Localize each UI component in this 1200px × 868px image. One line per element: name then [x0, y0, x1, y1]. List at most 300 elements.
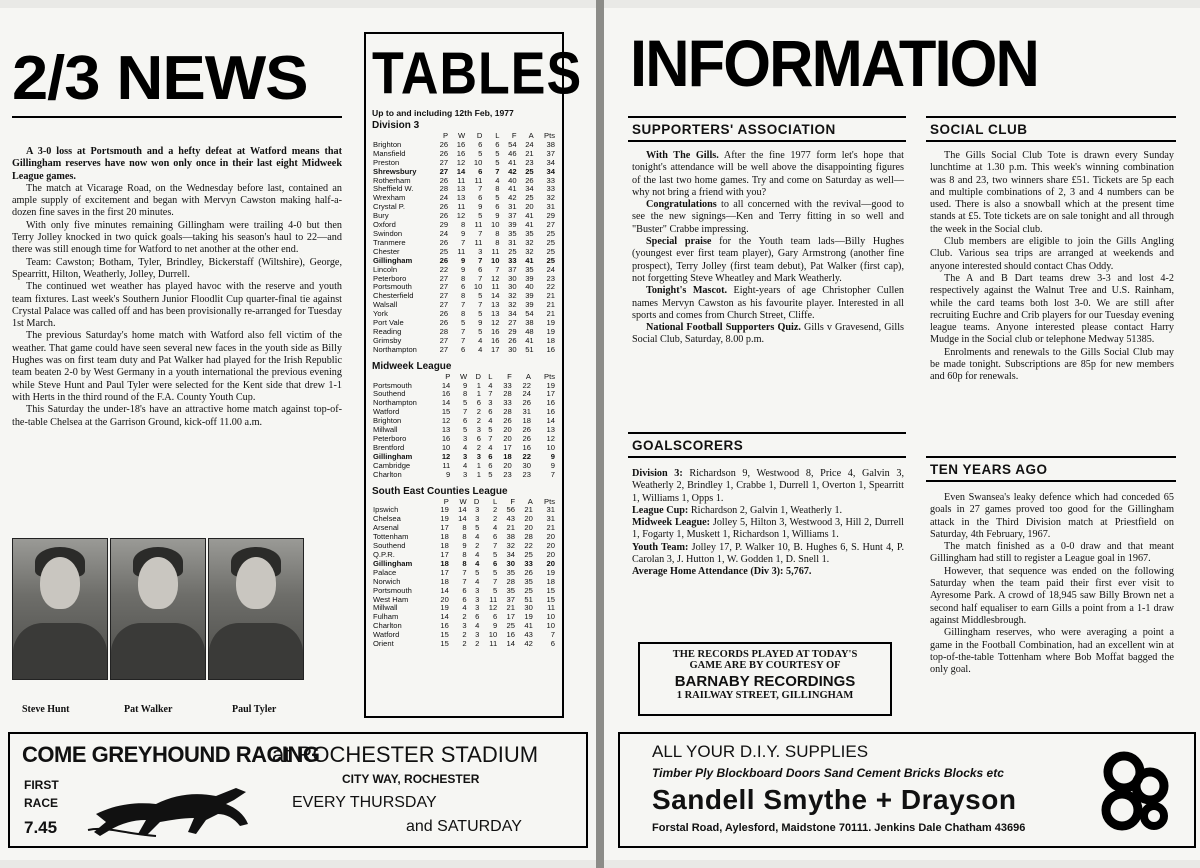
- stat-cell: 5: [475, 523, 480, 533]
- stat-cell: 29: [439, 220, 449, 230]
- stat-cell: 21: [546, 523, 555, 533]
- stat-cell: 32: [525, 237, 534, 247]
- records-name: BARNABY RECORDINGS: [674, 673, 856, 690]
- stat-cell: 1: [476, 469, 481, 479]
- stat-cell: 11: [491, 282, 500, 292]
- greyhound-address: CITY WAY, ROCHESTER: [342, 772, 480, 786]
- stat-cell: 39: [508, 220, 517, 230]
- stat-cell: 4: [462, 603, 467, 613]
- stat-cell: 4: [475, 532, 480, 542]
- stat-cell: 41: [525, 211, 534, 221]
- stat-cell: 23: [503, 469, 512, 479]
- stat-cell: 19: [440, 514, 449, 524]
- stat-cell: 12: [456, 157, 466, 167]
- stat-cell: 11: [442, 460, 451, 470]
- stat-cell: 5: [492, 567, 498, 577]
- stat-cell: 18: [440, 532, 449, 542]
- team-name: Brighton: [373, 139, 402, 149]
- stat-cell: 25: [439, 246, 449, 256]
- team-name: Norwich: [373, 576, 401, 586]
- stat-cell: 7: [492, 576, 498, 586]
- team-name: Fulham: [373, 612, 399, 622]
- stat-cell: 10: [546, 621, 555, 631]
- stat-cell: 19: [546, 318, 555, 328]
- stat-cell: 25: [546, 255, 555, 265]
- goalscorer-lead: Division 3:: [632, 468, 683, 479]
- stat-cell: 38: [506, 532, 515, 542]
- stat-cell: 4: [475, 558, 480, 568]
- stat-cell: 7: [550, 469, 555, 479]
- stat-cell: 27: [439, 300, 449, 310]
- stat-cell: 22: [524, 541, 533, 551]
- stat-cell: 12: [441, 451, 451, 461]
- stat-cell: 14: [441, 398, 451, 408]
- stat-cell: 26: [439, 148, 449, 158]
- page-gutter: [596, 0, 604, 868]
- stat-cell: 9: [462, 380, 468, 390]
- stat-cell: 20: [524, 523, 533, 533]
- stat-cell: 46: [508, 148, 517, 158]
- paragraph: However, that sequence was ended on the following Saturday when the team paid their first ever visit to Ayresome Park. A crowd of 18,945 saw Billy Brown net a second half equaliser to earn Gills a point from a 1-1 draw against Middlesbrough.: [930, 565, 1174, 626]
- stat-cell: 1: [476, 389, 481, 399]
- stat-cell: 18: [440, 558, 449, 568]
- stat-cell: 7: [462, 567, 467, 577]
- stat-cell: 28: [439, 326, 449, 336]
- goalscorer-line: Division 3: Richardson 9, Westwood 8, Price 4, Galvin 3, Weatherly 2, Brindley 1, Crabbe 1, Durrell 1, Overton 1, Spearritt 1, Williams 1, Opps 1.: [632, 468, 904, 504]
- stat-cell: 3: [475, 505, 480, 515]
- stat-cell: 1: [476, 460, 481, 470]
- stat-cell: 27: [439, 282, 449, 292]
- stat-cell: 9: [460, 228, 466, 238]
- team-name: Crystal P.: [373, 202, 405, 212]
- stat-cell: 28: [503, 389, 512, 399]
- stat-cell: 37: [546, 148, 555, 158]
- stat-cell: 7: [460, 326, 466, 336]
- stat-cell: 5: [475, 567, 480, 577]
- stat-cell: 5: [488, 469, 493, 479]
- stat-cell: 24: [525, 139, 534, 149]
- stat-cell: 15: [440, 639, 449, 649]
- stat-cell: 6: [478, 166, 483, 176]
- team-name: Palace: [373, 567, 397, 577]
- division3-table: [372, 132, 556, 355]
- stat-cell: 29: [546, 211, 555, 221]
- stat-cell: 7: [550, 630, 555, 640]
- paragraph: Tonight's Mascot. Eight-years of age Christopher Cullen names Mervyn Cawston as his favourite player. Interested in all sports and comes from Church Street, Cliffe.: [632, 285, 904, 321]
- team-name: Swindon: [373, 228, 403, 238]
- diy-company: Sandell Smythe + Drayson: [652, 784, 1017, 815]
- stat-cell: 21: [546, 291, 555, 301]
- stat-cell: 16: [490, 335, 500, 345]
- stat-cell: 6: [460, 344, 466, 354]
- stat-cell: 20: [503, 434, 512, 443]
- paragraph: This Saturday the under-18's have an attractive home match against top-of-the-table Chelsea at the Garrison Ground, kick-off 11.00 a.m.: [12, 404, 342, 428]
- goalscorers-heading: GOALSCORERS: [628, 432, 906, 458]
- team-name: Peterboro: [373, 434, 407, 443]
- stat-cell: 7: [478, 184, 483, 194]
- goalscorer-lead: Average Home Attendance (Div 3): 5,767.: [632, 566, 812, 578]
- paragraph: Club members are eligible to join the Gills Angling Club. Various sea trips are arranged at weekends and anyone interested should contact Chas Oddy.: [930, 236, 1174, 272]
- table-row: [372, 640, 556, 649]
- stat-cell: 21: [546, 309, 555, 319]
- team-name: Bury: [373, 211, 389, 221]
- team-name: Watford: [373, 630, 400, 640]
- paragraph: The previous Saturday's home match with Watford also fell victim of the weather. That game could have seen several new faces in the youth side as Billy Hughes was on first team duty and Pat Walker had played for the Irish Republic team beaten 2-0 by West Germany in a youth international the previous evening while Steve Hunt and Paul Tyler were selected for the Kent side that drew 1-1 with Herts in the third round of the F.A. County Youth Cup.: [12, 330, 342, 403]
- stat-cell: 5: [462, 425, 468, 435]
- stat-cell: 12: [490, 318, 500, 328]
- stat-cell: 6: [488, 451, 493, 461]
- stat-cell: 7: [462, 576, 467, 586]
- stat-cell: 15: [546, 585, 555, 595]
- stat-cell: 7: [478, 273, 483, 283]
- team-name: Preston: [373, 157, 400, 167]
- stat-cell: 22: [522, 380, 531, 390]
- stat-cell: 31: [546, 202, 555, 212]
- stat-cell: 21: [525, 148, 534, 158]
- stat-cell: 4: [478, 344, 483, 354]
- stat-cell: 6: [476, 398, 481, 408]
- stat-cell: 9: [495, 211, 500, 221]
- stat-cell: 7: [478, 255, 483, 265]
- stat-cell: 6: [475, 612, 480, 622]
- stat-cell: 41: [525, 255, 534, 265]
- stat-cell: 2: [475, 639, 480, 649]
- stat-cell: 17: [440, 549, 449, 559]
- col-head: W: [459, 496, 467, 506]
- stat-cell: 30: [522, 460, 531, 470]
- stat-cell: 39: [525, 273, 534, 283]
- stat-cell: 11: [457, 175, 466, 185]
- stat-cell: 34: [508, 309, 517, 319]
- col-head: F: [510, 496, 515, 506]
- stat-cell: 26: [522, 434, 531, 443]
- col-head: A: [528, 131, 534, 140]
- stat-cell: 41: [524, 621, 533, 631]
- stat-cell: 12: [456, 211, 466, 221]
- midweek-title: Midweek League: [372, 360, 452, 372]
- stat-cell: 16: [546, 398, 555, 408]
- col-head: Pts: [544, 496, 555, 506]
- col-head: L: [492, 496, 498, 506]
- race-label: RACE: [24, 796, 59, 810]
- stat-cell: 4: [495, 175, 500, 185]
- stat-cell: 2: [475, 541, 480, 551]
- stat-cell: 19: [440, 505, 449, 515]
- stat-cell: 23: [546, 273, 555, 283]
- stat-cell: 42: [524, 639, 533, 649]
- caption-pat-walker: Pat Walker: [124, 704, 173, 715]
- stat-cell: 32: [525, 246, 534, 256]
- stat-cell: 16: [490, 326, 500, 336]
- stat-cell: 30: [508, 282, 517, 292]
- stat-cell: 4: [488, 416, 493, 426]
- stat-cell: 3: [475, 585, 480, 595]
- stat-cell: 20: [525, 202, 534, 212]
- stat-cell: 26: [508, 335, 517, 345]
- table-row: [372, 346, 556, 355]
- stat-cell: 7: [488, 389, 493, 399]
- stat-cell: 13: [456, 184, 466, 194]
- stat-cell: 26: [439, 211, 449, 221]
- stat-cell: 9: [460, 264, 466, 274]
- social-club-article: [930, 150, 1174, 384]
- photo-paul-tyler: [208, 538, 304, 680]
- stat-cell: 18: [546, 576, 555, 586]
- stat-cell: 31: [508, 202, 517, 212]
- stat-cell: 16: [441, 434, 451, 443]
- stat-cell: 41: [508, 157, 517, 167]
- stat-cell: 6: [492, 532, 498, 542]
- stat-cell: 14: [546, 416, 555, 426]
- stat-cell: 5: [460, 318, 466, 328]
- stat-cell: 14: [490, 291, 500, 301]
- stat-cell: 21: [506, 603, 515, 613]
- stat-cell: 33: [524, 558, 533, 568]
- stat-cell: 6: [478, 264, 483, 274]
- stat-cell: 11: [474, 237, 483, 247]
- col-head: P: [443, 131, 449, 140]
- stat-cell: 21: [546, 300, 555, 310]
- goalscorers-list: [632, 468, 904, 579]
- stat-cell: 25: [508, 246, 517, 256]
- stat-cell: 13: [546, 425, 555, 435]
- col-head: Pts: [544, 371, 555, 381]
- stat-cell: 10: [473, 157, 483, 167]
- goalscorer-line: Youth Team: Jolley 17, P. Walker 10, B. Hughes 6, S. Hunt 4, P. Carolan 3, J. Hutton 1, W. Godden 1, D. Snell 1.: [632, 541, 904, 566]
- stat-cell: 6: [476, 434, 481, 443]
- records-line2: GAME ARE BY COURTESY OF: [689, 660, 841, 671]
- stat-cell: 25: [525, 166, 534, 176]
- stat-cell: 4: [475, 576, 480, 586]
- stat-cell: 32: [508, 300, 517, 310]
- stat-cell: 39: [525, 300, 534, 310]
- team-name: Oxford: [373, 220, 396, 230]
- stat-cell: 2: [492, 514, 498, 524]
- col-head: W: [460, 371, 468, 381]
- greyhound-headline: COME GREYHOUND RACING: [22, 742, 320, 767]
- stat-cell: 33: [546, 184, 555, 194]
- stat-cell: 8: [460, 291, 466, 301]
- team-name: Tranmere: [373, 237, 406, 247]
- team-name: Cambridge: [373, 460, 411, 470]
- stat-cell: 11: [474, 220, 483, 230]
- stat-cell: 8: [462, 558, 467, 568]
- stat-cell: 11: [489, 639, 498, 649]
- paragraph: [12, 146, 342, 183]
- team-name: Charlton: [373, 469, 402, 479]
- team-name: Portsmouth: [373, 380, 412, 390]
- stat-cell: 15: [440, 630, 449, 640]
- stat-cell: 25: [546, 237, 555, 247]
- stat-cell: 22: [522, 451, 531, 461]
- team-name: Wrexham: [373, 193, 406, 203]
- stat-cell: 42: [508, 166, 517, 176]
- paragraph: Team: Cawston; Botham, Tyler, Brindley, Bickerstaff (Wiltshire), George, Spearritt, Hilton, Weatherly, Jolley, Durrell.: [12, 256, 342, 280]
- stat-cell: 17: [503, 442, 512, 452]
- stat-cell: 39: [525, 291, 534, 301]
- ten-years-heading: TEN YEARS AGO: [926, 456, 1176, 482]
- stat-cell: 14: [456, 166, 466, 176]
- records-address: 1 RAILWAY STREET, GILLINGHAM: [676, 690, 854, 701]
- team-name: Grimsby: [373, 335, 402, 345]
- paragraph: Enrolments and renewals to the Gills Social Club may be made tonight. Subscriptions are 85p for new members and 60p for renewals.: [930, 346, 1174, 383]
- stat-cell: 35: [508, 228, 517, 238]
- team-name: Chester: [373, 246, 400, 256]
- stat-cell: 34: [546, 157, 555, 167]
- col-head: P: [443, 496, 449, 506]
- stat-cell: 18: [546, 335, 555, 345]
- stat-cell: 33: [508, 255, 517, 265]
- stat-cell: 7: [478, 300, 483, 310]
- stat-cell: 32: [508, 291, 517, 301]
- stat-cell: 3: [462, 469, 468, 479]
- stat-cell: 2: [476, 442, 481, 452]
- first-label: FIRST: [24, 778, 59, 792]
- paragraph: Special praise for the Youth team lads—Billy Hughes (youngest ever first team player), Gary Armstrong (another fine prospect), Terry Jolley (first team debut), Pat Walker (first cap), not forgetting Steve Wheatley and Mark Weatherly.: [632, 236, 904, 284]
- col-head: D: [473, 496, 480, 506]
- stat-cell: 56: [506, 505, 515, 515]
- stat-cell: 23: [522, 469, 531, 479]
- stat-cell: 5: [462, 398, 468, 408]
- paragraph-lead: Congratulations: [646, 199, 717, 211]
- paragraph: The A and B Dart teams drew 3-3 and lost 4-2 respectively against the Walnut Tree and U.S. Rainham, while the card teams both lost 3-0. We are still after recruiting Euchre and Crib players for our Tuesday evening league teams. Anyone interested please contact Harry Mudge in the Social club or telephone Medway 51385.: [930, 272, 1174, 346]
- stat-cell: 38: [546, 139, 555, 149]
- stat-cell: 7: [460, 237, 466, 247]
- stat-cell: 20: [546, 558, 555, 568]
- stat-cell: 13: [441, 425, 451, 435]
- team-name: Gillingham: [373, 558, 413, 568]
- stat-cell: 20: [524, 514, 533, 524]
- news-title: 2/3 NEWS: [12, 44, 308, 113]
- stat-cell: 20: [546, 532, 555, 542]
- news-article: [12, 146, 342, 429]
- stat-cell: 3: [488, 398, 493, 408]
- col-head: F: [507, 371, 512, 381]
- stat-cell: 3: [462, 621, 467, 631]
- team-name: Gillingham: [373, 451, 413, 461]
- stat-cell: 6: [495, 139, 500, 149]
- stat-cell: 8: [495, 184, 500, 194]
- stat-cell: 54: [508, 139, 517, 149]
- stat-cell: 31: [508, 237, 517, 247]
- stat-cell: 30: [506, 558, 515, 568]
- table-row: [372, 471, 556, 480]
- stat-cell: 9: [492, 621, 498, 631]
- stat-cell: 38: [525, 318, 534, 328]
- stat-cell: 13: [490, 309, 500, 319]
- goalscorer-lead: League Cup:: [632, 504, 689, 516]
- stat-cell: 12: [490, 273, 500, 283]
- stat-cell: 10: [441, 442, 451, 452]
- stat-cell: 3: [475, 603, 480, 613]
- photo-pat-walker: [110, 538, 206, 680]
- paragraph-lead: A 3-0 loss at Portsmouth and a hefty defeat at Watford means that Gillingham reserves have now won only once in their last eight Midweek League games.: [12, 146, 342, 182]
- stat-cell: 4: [492, 523, 498, 533]
- stat-cell: 51: [524, 594, 533, 604]
- stat-cell: 11: [547, 603, 555, 613]
- stat-cell: 4: [478, 335, 483, 345]
- stat-cell: 42: [508, 193, 517, 203]
- team-name: Arsenal: [373, 523, 399, 533]
- stat-cell: 32: [546, 193, 555, 203]
- team-name: Orient: [373, 639, 394, 649]
- col-head: W: [458, 131, 466, 140]
- stat-cell: 26: [439, 318, 449, 328]
- stat-cell: 19: [440, 603, 449, 613]
- stat-cell: 34: [546, 166, 555, 176]
- diy-address: Forstal Road, Aylesford, Maidstone 70111. Jenkins Dale Chatham 43696: [652, 822, 1026, 834]
- stat-cell: 26: [439, 309, 449, 319]
- right-page: [604, 8, 1200, 860]
- stat-cell: 33: [546, 175, 555, 185]
- stat-cell: 10: [488, 630, 498, 640]
- stat-cell: 6: [488, 407, 493, 417]
- stat-cell: 41: [525, 220, 534, 230]
- stat-cell: 19: [546, 326, 555, 336]
- stat-cell: 3: [462, 451, 468, 461]
- paragraph-lead: With The Gills.: [646, 150, 719, 161]
- stat-cell: 35: [524, 576, 533, 586]
- team-name: Ipswich: [373, 505, 399, 515]
- team-name: Millwall: [373, 603, 398, 613]
- stat-cell: 4: [475, 549, 480, 559]
- stat-cell: 14: [440, 612, 449, 622]
- stat-cell: 3: [476, 425, 481, 435]
- team-name: West Ham: [373, 594, 409, 604]
- stat-cell: 2: [462, 630, 467, 640]
- sandell-logo-icon: [1098, 746, 1176, 836]
- stat-cell: 3: [476, 451, 481, 461]
- stat-cell: 7: [495, 264, 500, 274]
- stat-cell: 2: [492, 505, 498, 515]
- stat-cell: 9: [478, 318, 483, 328]
- stat-cell: 6: [478, 139, 483, 149]
- paragraph: The Gills Social Club Tote is drawn every Sunday lunchtime at 1.30 p.m. This week's winning combination was 8 and 23, two winners share £51. Tickets are 5p each and multiple combinations of 2, 3 and 4 numbers can be used. There is also a snowball which at the present time stands at £5. Tote tickets are on sale tonight and all through the week in the Social club.: [930, 150, 1174, 235]
- stat-cell: 28: [524, 532, 533, 542]
- team-name: Rotherham: [373, 175, 411, 185]
- stat-cell: 19: [524, 612, 533, 622]
- stat-cell: 48: [525, 326, 534, 336]
- stat-cell: 43: [524, 630, 533, 640]
- stat-cell: 6: [488, 460, 493, 470]
- caption-paul-tyler: Paul Tyler: [232, 704, 277, 715]
- stat-cell: 23: [525, 157, 534, 167]
- stat-cell: 26: [525, 175, 534, 185]
- stat-cell: 20: [503, 460, 512, 470]
- stat-cell: 27: [546, 220, 555, 230]
- stat-cell: 26: [524, 567, 533, 577]
- stat-cell: 41: [525, 335, 534, 345]
- stat-cell: 2: [462, 612, 467, 622]
- stat-cell: 27: [439, 166, 449, 176]
- stat-cell: 17: [546, 389, 555, 399]
- stat-cell: 5: [495, 148, 500, 158]
- col-head: A: [527, 496, 533, 506]
- stat-cell: 5: [478, 309, 483, 319]
- paragraph-lead: National Football Supporters Quiz.: [646, 322, 801, 334]
- stat-cell: 24: [522, 389, 531, 399]
- stat-cell: 26: [522, 398, 531, 408]
- stat-cell: 14: [506, 639, 515, 649]
- stat-cell: 26: [439, 175, 449, 185]
- stat-cell: 37: [508, 264, 517, 274]
- greyhound-at: at ROCHESTER STADIUM: [272, 742, 539, 767]
- stat-cell: 25: [524, 585, 533, 595]
- team-name: Port Vale: [373, 318, 404, 328]
- every-thursday: EVERY THURSDAY: [292, 794, 437, 811]
- col-head: L: [488, 371, 493, 381]
- stat-cell: 30: [508, 344, 517, 354]
